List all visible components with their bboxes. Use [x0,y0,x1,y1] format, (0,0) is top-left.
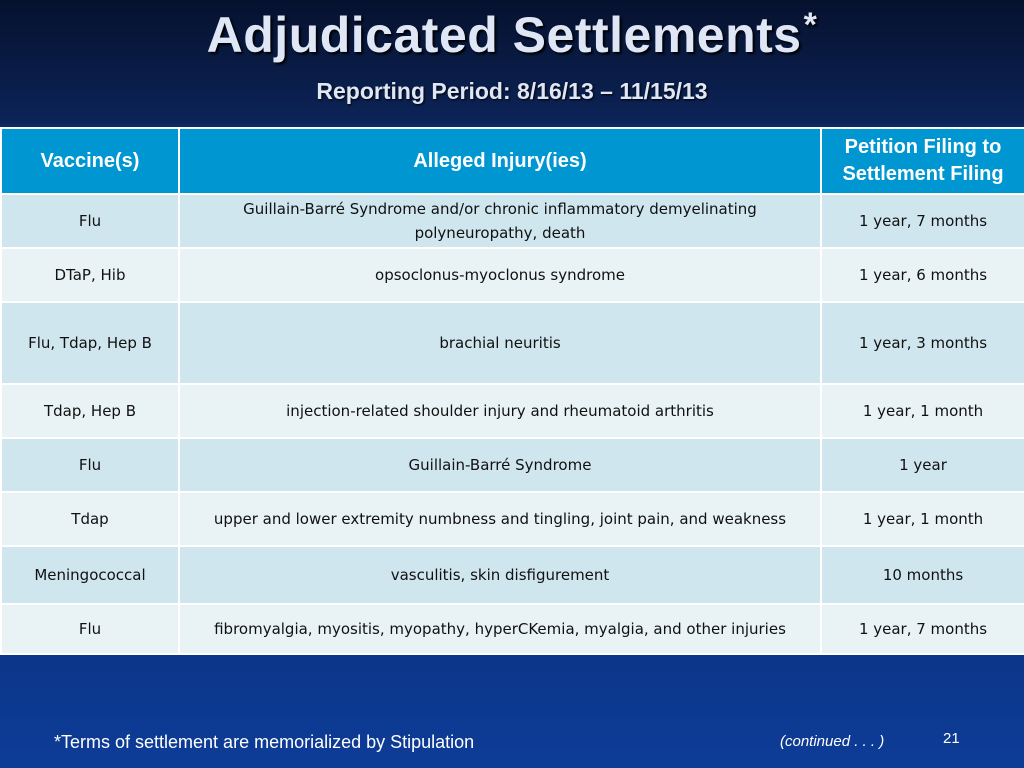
table-row [1,604,1024,654]
injury-cell: vasculitis, skin disfigurement [179,546,821,604]
vaccine-cell: Meningococcal [1,546,179,604]
settlements-table [0,127,1024,655]
duration-cell: 1 year, 6 months [821,248,1024,302]
vaccine-cell: Flu [1,194,179,248]
table-row [1,546,1024,604]
injury-cell: brachial neuritis [179,302,821,384]
table-row [1,492,1024,546]
title-asterisk: * [803,6,818,44]
injury-cell: injection-related shoulder injury and rheumatoid arthritis [179,384,821,438]
vaccine-cell: Tdap, Hep B [1,384,179,438]
table-row [1,194,1024,248]
table-row [1,248,1024,302]
continued-note: (continued . . . ) [780,733,885,750]
duration-cell: 1 year [821,438,1024,492]
duration-cell: 1 year, 1 month [821,384,1024,438]
vaccine-cell: Tdap [1,492,179,546]
title-band [0,0,1024,124]
injury-cell: fibromyalgia, myositis, myopathy, hyperCKemia, myalgia, and other injuries [179,604,821,654]
duration-cell: 1 year, 1 month [821,492,1024,546]
duration-cell: 1 year, 3 months [821,302,1024,384]
page-title [0,6,1024,64]
title-text: Adjudicated Settlements [206,7,802,63]
header-alleged-injuries: Alleged Injury(ies) [179,128,821,194]
table-header-row [1,128,1024,194]
table-row [1,384,1024,438]
vaccine-cell: Flu [1,604,179,654]
duration-cell: 10 months [821,546,1024,604]
vaccine-cell: Flu, Tdap, Hep B [1,302,179,384]
page-number: 21 [943,730,960,747]
vaccine-cell: Flu [1,438,179,492]
table-row [1,302,1024,384]
injury-cell: upper and lower extremity numbness and tingling, joint pain, and weakness [179,492,821,546]
reporting-period: Reporting Period: 8/16/13 – 11/15/13 [316,78,708,104]
injury-cell: opsoclonus-myoclonus syndrome [179,248,821,302]
injury-cell: Guillain-Barré Syndrome [179,438,821,492]
table-row [1,438,1024,492]
injury-cell: Guillain-Barré Syndrome and/or chronic inflammatory demyelinating polyneuropathy, death [179,194,821,248]
duration-cell: 1 year, 7 months [821,194,1024,248]
duration-cell: 1 year, 7 months [821,604,1024,654]
footnote: *Terms of settlement are memorialized by Stipulation [54,732,475,752]
vaccine-cell: DTaP, Hib [1,248,179,302]
header-filing-duration: Petition Filing to Settlement Filing [821,128,1024,194]
header-vaccines: Vaccine(s) [1,128,179,194]
